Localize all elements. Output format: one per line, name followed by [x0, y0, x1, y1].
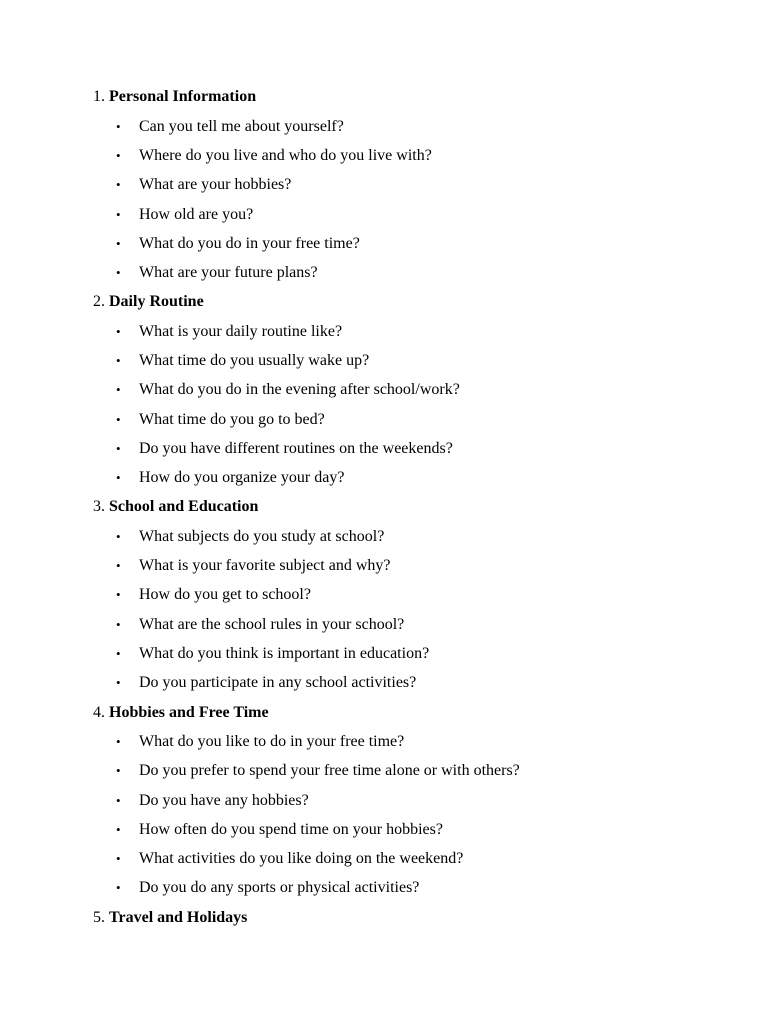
question-text: How do you organize your day?	[139, 469, 345, 486]
bullet: •	[116, 616, 121, 632]
bullet: •	[116, 587, 121, 602]
question-text: What subjects do you study at school?	[139, 527, 385, 545]
bullet: •	[116, 734, 121, 749]
bullet: •	[116, 382, 121, 397]
question-text: What do you do in your free time?	[139, 234, 360, 252]
question-text: What are your hobbies?	[139, 176, 292, 193]
section-title: Travel and Holidays	[109, 908, 248, 926]
bullet: •	[116, 645, 121, 661]
question-text: What time do you go to bed?	[139, 410, 325, 428]
question-text: What do you think is important in education?	[139, 644, 430, 662]
bullet: •	[116, 323, 121, 339]
section-number: 3.	[93, 498, 105, 515]
question-text: What do you do in the evening after school/work?	[139, 381, 460, 398]
bullet: •	[116, 675, 121, 690]
bullet: •	[116, 206, 121, 222]
section-heading	[93, 82, 256, 111]
bullet: •	[116, 821, 121, 837]
bullet: •	[116, 148, 121, 163]
question-text: Where do you live and who do you live with?	[139, 147, 432, 164]
section-title: Daily Routine	[109, 293, 204, 310]
question-text: What time do you usually wake up?	[139, 352, 370, 369]
bullet: •	[116, 265, 121, 280]
question-text: How do you get to school?	[139, 586, 311, 603]
question-text: What are your future plans?	[139, 264, 318, 281]
bullet: •	[116, 353, 121, 368]
bullet: •	[116, 528, 121, 544]
section-number: 4.	[93, 703, 105, 721]
bullet: •	[116, 440, 121, 456]
question-text: Do you participate in any school activities?	[139, 674, 417, 691]
section-number: 2.	[93, 293, 105, 310]
section-title: Hobbies and Free Time	[109, 703, 269, 721]
bullet: •	[116, 177, 121, 192]
bullet: •	[116, 792, 121, 808]
question-text: Do you prefer to spend your free time alone or with others?	[139, 762, 520, 779]
question-text: How often do you spend time on your hobbies?	[139, 820, 443, 838]
question-text: What is your favorite subject and why?	[139, 557, 391, 574]
section-heading	[93, 287, 204, 316]
question-text: What are the school rules in your school?	[139, 615, 405, 633]
section-heading	[93, 492, 258, 521]
bullet: •	[116, 118, 121, 134]
question-text: What activities do you like doing on the weekend?	[139, 850, 464, 867]
bullet: •	[116, 880, 121, 895]
section-title: Personal Information	[109, 88, 257, 105]
question-text: How old are you?	[139, 205, 254, 223]
question-text: Can you tell me about yourself?	[139, 117, 344, 135]
section-number: 1.	[93, 88, 105, 105]
bullet: •	[116, 470, 121, 485]
question-text: Do you have different routines on the weekends?	[139, 439, 453, 457]
question-text: Do you do any sports or physical activities?	[139, 879, 420, 896]
question-text: What do you like to do in your free time?	[139, 733, 405, 750]
bullet: •	[116, 411, 121, 427]
question-text: Do you have any hobbies?	[139, 791, 309, 809]
section-number: 5.	[93, 908, 105, 926]
bullet: •	[116, 235, 121, 251]
section-heading	[93, 698, 269, 727]
question-text: What is your daily routine like?	[139, 322, 343, 340]
bullet: •	[116, 763, 121, 778]
bullet: •	[116, 558, 121, 573]
bullet: •	[116, 851, 121, 866]
section-title: School and Education	[109, 498, 259, 515]
section-heading	[93, 903, 247, 932]
